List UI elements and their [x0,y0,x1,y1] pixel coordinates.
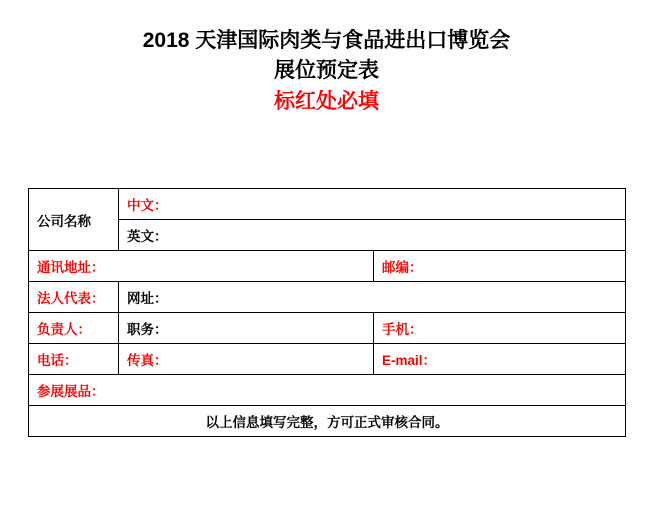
table-row [29,220,626,251]
cell-english-name-input[interactable]: 英文： [119,220,626,251]
cell-address-input[interactable]: 通讯地址： [29,251,374,282]
cell-mobile-input[interactable]: 手机： [374,313,626,344]
table-row [29,189,626,220]
table-row [29,313,626,344]
cell-fax-input[interactable]: 传真： [119,344,374,375]
table-row [29,282,626,313]
cell-exhibits-input[interactable]: 参展展品： [29,375,626,406]
table-row [29,344,626,375]
cell-website-input[interactable]: 网址： [119,282,626,313]
cell-footer-note: 以上信息填写完整，方可正式审核合同。 [29,406,626,437]
cell-principal-input[interactable]: 负责人： [29,313,119,344]
document-title-block [0,0,653,118]
cell-email-input[interactable]: E-mail： [374,344,626,375]
title-line-3-required-note: 标红处必填 [274,90,379,113]
cell-legal-rep-input[interactable]: 法人代表： [29,282,119,313]
title-line-1: 2018 天津国际肉类与食品进出口博览会 [142,29,511,52]
cell-telephone-input[interactable]: 电话： [29,344,119,375]
cell-position-input[interactable]: 职务： [119,313,374,344]
cell-chinese-name-input[interactable]: 中文： [119,189,626,220]
table-row [29,251,626,282]
cell-company-name-label: 公司名称 [29,189,119,251]
booking-form-table [28,188,626,437]
table-row [29,375,626,406]
title-line-2: 展位预定表 [274,59,379,82]
table-row [29,406,626,437]
cell-postcode-input[interactable]: 邮编： [374,251,626,282]
